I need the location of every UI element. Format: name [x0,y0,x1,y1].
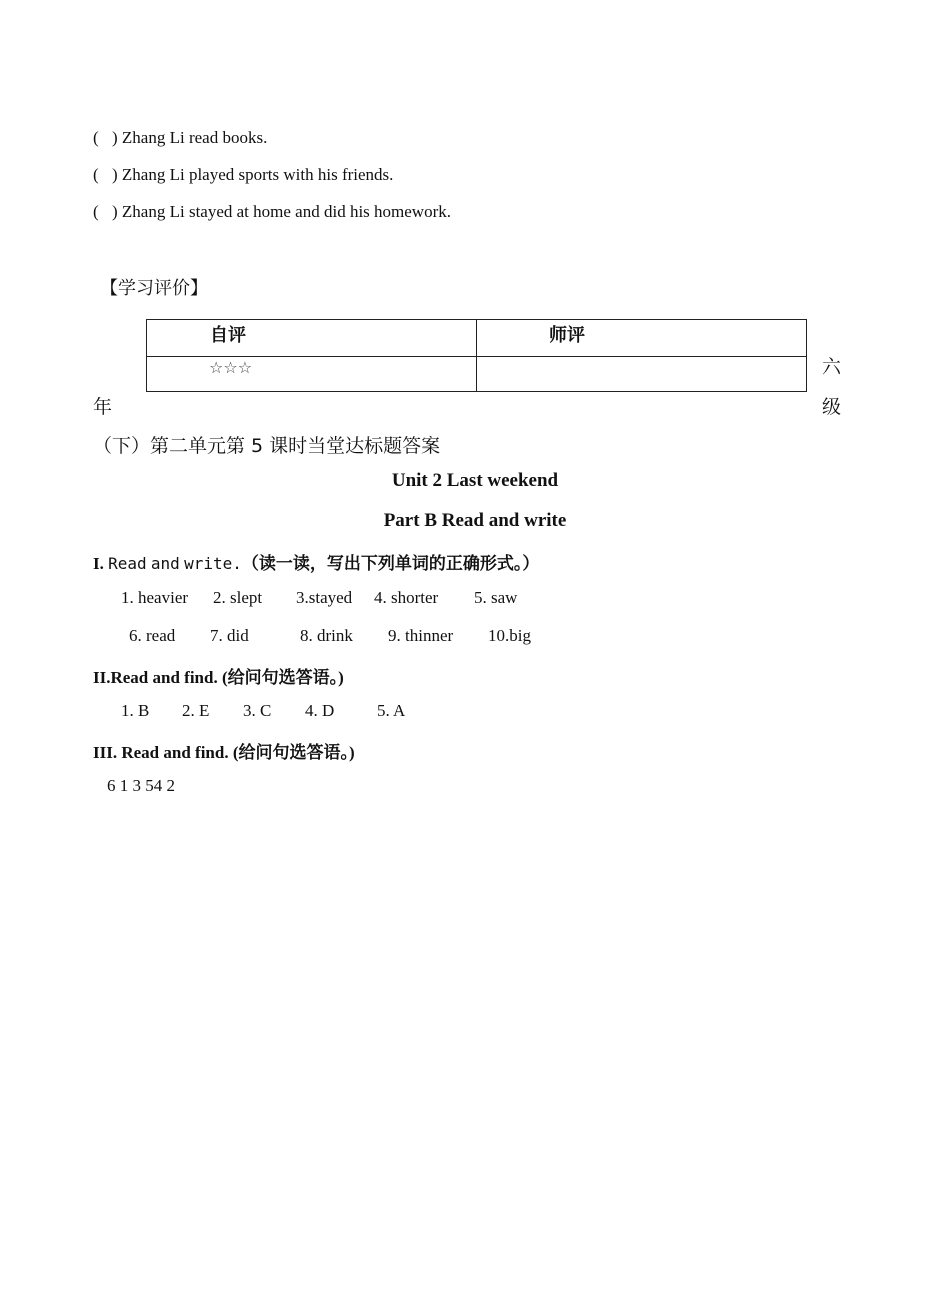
section-1-heading [93,549,539,574]
section-1-dot: . [232,554,242,573]
answer-item: 4. shorter [374,588,439,607]
answer-item: 10.big [488,626,531,645]
unit-title: Unit 2 Last weekend [391,470,559,491]
part-title: Part B Read and write [383,510,567,531]
section-1-word-and: and [150,554,180,573]
paren-close: ) [112,165,118,184]
statement-2 [93,165,393,185]
evaluation-table [146,319,807,392]
statement-3 [93,202,451,222]
teacher-eval-label: 师评 [549,325,585,346]
section-1-row-2 [129,626,531,646]
answer-blank-3[interactable]: ( [93,202,99,221]
statement-text: Zhang Li read books. [121,128,268,147]
section-2-instruction: 给问句选答语。 [227,668,339,688]
self-eval-label: 自评 [210,325,246,346]
section-2-label: II.Read and find. ( [93,668,228,687]
self-eval-cell[interactable] [147,357,477,392]
section-1-row-1 [121,588,517,608]
answer-item: 5. saw [474,588,518,607]
section-3-label: III. Read and find. ( [93,743,239,762]
star-rating[interactable]: ☆☆☆ [209,358,253,377]
section-2-answers [121,701,405,721]
answer-item: 2. slept [213,588,263,607]
teacher-eval-header [477,320,807,357]
answer-item: 9. thinner [388,626,454,645]
answer-item: 7. did [210,626,249,645]
answer-item: 2. E [182,701,210,720]
section-3-heading [93,738,355,763]
section-1-roman: I. [93,554,104,573]
answer-title: （下）第二单元第 5 课时当堂达标题答案 [93,435,441,457]
section-2-heading [93,663,344,688]
section-1-word-write: write [184,554,233,573]
section-1-instruction: （读一读，写出下列单词的正确形式。） [241,554,540,574]
answer-item: 1. B [121,701,150,720]
title-char-ji: 级 [822,396,842,418]
answer-blank-1[interactable]: ( [93,128,99,147]
answer-blank-2[interactable]: ( [93,165,99,184]
teacher-eval-cell[interactable] [477,357,807,392]
answer-item: 6. read [129,626,176,645]
section-3-answer: 6 1 3 54 2 [107,776,175,795]
self-eval-header [147,320,477,357]
title-char-liu: 六 [822,356,842,378]
paren-close: ) [112,202,118,221]
paren-close: ) [112,128,118,147]
answer-item: 5. A [377,701,406,720]
title-char-nian: 年 [93,396,113,418]
evaluation-heading: 【学习评价】 [100,278,208,299]
answer-item: 3.stayed [296,588,353,607]
statement-1 [93,128,267,148]
answer-item: 4. D [305,701,335,720]
statement-text: Zhang Li played sports with his friends. [121,165,394,184]
statement-text: Zhang Li stayed at home and did his homework. [121,202,451,221]
answer-item: 3. C [243,701,272,720]
section-2-end: ) [338,668,344,687]
answer-item: 8. drink [300,626,353,645]
section-3-instruction: 给问句选答语。 [238,743,349,763]
section-3-end: ) [349,743,355,762]
answer-item: 1. heavier [121,588,189,607]
section-1-word-read: Read [108,554,147,573]
